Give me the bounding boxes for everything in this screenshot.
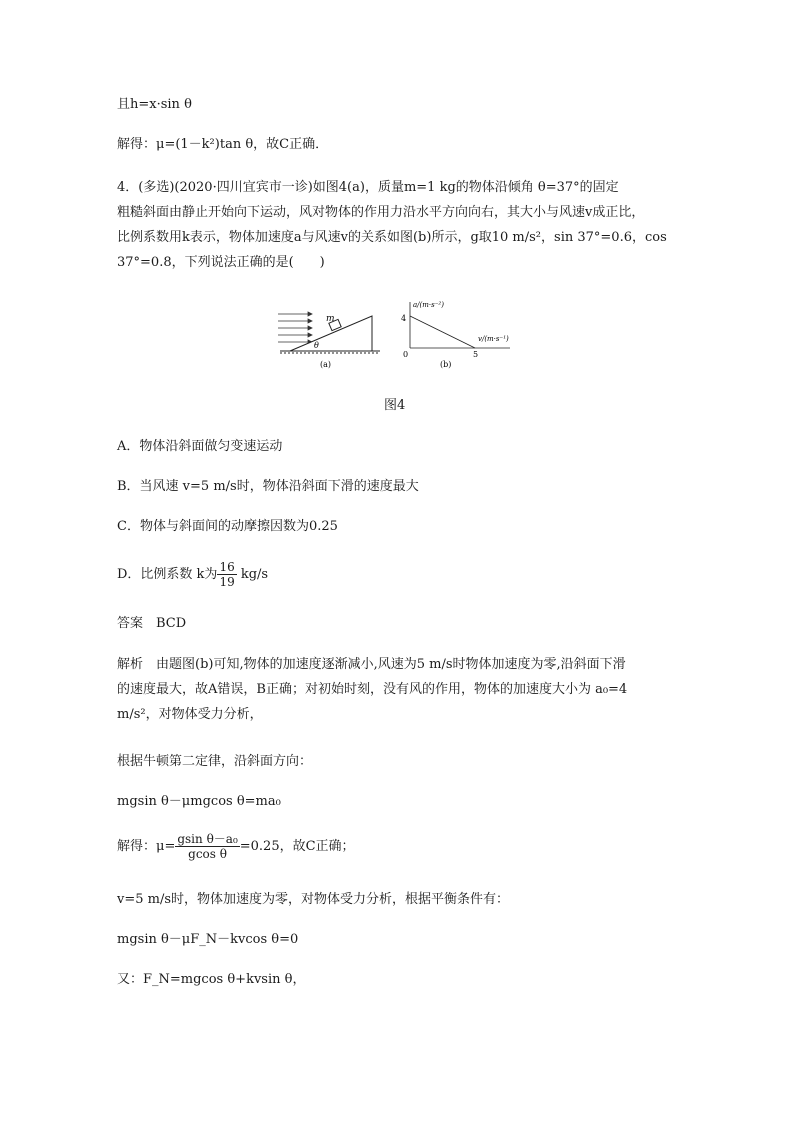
figure-svg: [270, 296, 530, 376]
data-line: [410, 316, 475, 348]
fraction-numerator: 16: [219, 560, 235, 574]
question-line: 粗糙斜面由静止开始向下运动，风对物体的作用力沿水平方向向右，其大小与风速v成正比，: [117, 205, 645, 220]
fraction-denominator: 19: [219, 575, 235, 589]
option-c: C．物体与斜面间的动摩擦因数为0.25: [117, 519, 338, 534]
question-line: 比例系数用k表示，物体加速度a与风速v的关系如图(b)所示，g取10 m/s²，sin 37°=0.6，cos: [117, 230, 667, 245]
mass-label: m: [326, 314, 335, 324]
mu-fraction: [175, 832, 239, 861]
analysis-line: m/s²，对物体受力分析，: [117, 707, 263, 722]
analysis-paragraph: [117, 652, 677, 727]
line-h-sin: 且h=x·sin θ: [117, 97, 192, 112]
equation-2: [117, 832, 355, 862]
origin-label: 0: [403, 350, 409, 359]
option-a: A．物体沿斜面做匀变速运动: [117, 439, 283, 454]
wind-arrows: [278, 312, 312, 344]
equation-3: mgsin θ－μF_N－kvcos θ=0: [117, 932, 299, 947]
figure-caption: 图4: [384, 398, 406, 413]
equation-2-suffix: =0.25，故C正确；: [239, 839, 355, 854]
angle-label: θ: [314, 341, 319, 350]
x-axis-label: v/(m·s⁻¹): [478, 335, 509, 343]
fraction-16-19: [217, 560, 236, 589]
figure-4: [270, 296, 530, 380]
newton-law-line: 根据牛顿第二定律，沿斜面方向：: [117, 754, 313, 769]
equation-1: mgsin θ－μmgcos θ=ma₀: [117, 794, 281, 809]
option-d-unit: kg/s: [236, 567, 269, 582]
y-axis-label: a/(m·s⁻²): [413, 301, 444, 309]
equation-4: 又：F_N=mgcos θ+kvsin θ，: [117, 972, 306, 987]
label-b: (b): [440, 360, 452, 369]
line-mu-result: 解得：μ=(1－k²)tan θ，故C正确．: [117, 137, 329, 152]
question-line: 4．(多选)(2020·四川宜宾市一诊)如图4(a)，质量m=1 kg的物体沿倾角 θ=37°的固定: [117, 180, 619, 195]
y-tick-label: 4: [401, 314, 407, 323]
graph-b: [401, 301, 510, 369]
question-4: [117, 175, 677, 275]
analysis-line: 的速度最大，故A错误，B正确；对初始时刻，没有风的作用，物体的加速度大小为 a₀=4: [117, 682, 628, 697]
option-d: [117, 560, 268, 589]
equilibrium-line: v=5 m/s时，物体加速度为零，对物体受力分析，根据平衡条件有：: [117, 892, 510, 907]
x-tick-label: 5: [473, 350, 479, 359]
label-a: (a): [320, 360, 332, 369]
fraction-denominator: gcos θ: [188, 847, 227, 861]
answer-line: 答案 BCD: [117, 616, 187, 631]
equation-2-prefix: 解得：μ=: [117, 839, 176, 854]
analysis-line: 解析 由题图(b)可知,物体的加速度逐渐减小,风速为5 m/s时物体加速度为零,沿斜面下滑: [117, 657, 626, 672]
question-line: 37°=0.8，下列说法正确的是( ): [117, 255, 325, 270]
option-d-text: D．比例系数 k为: [117, 567, 218, 582]
option-b: B．当风速 v=5 m/s时，物体沿斜面下滑的速度最大: [117, 479, 419, 494]
fraction-numerator: gsin θ－a₀: [177, 832, 238, 846]
